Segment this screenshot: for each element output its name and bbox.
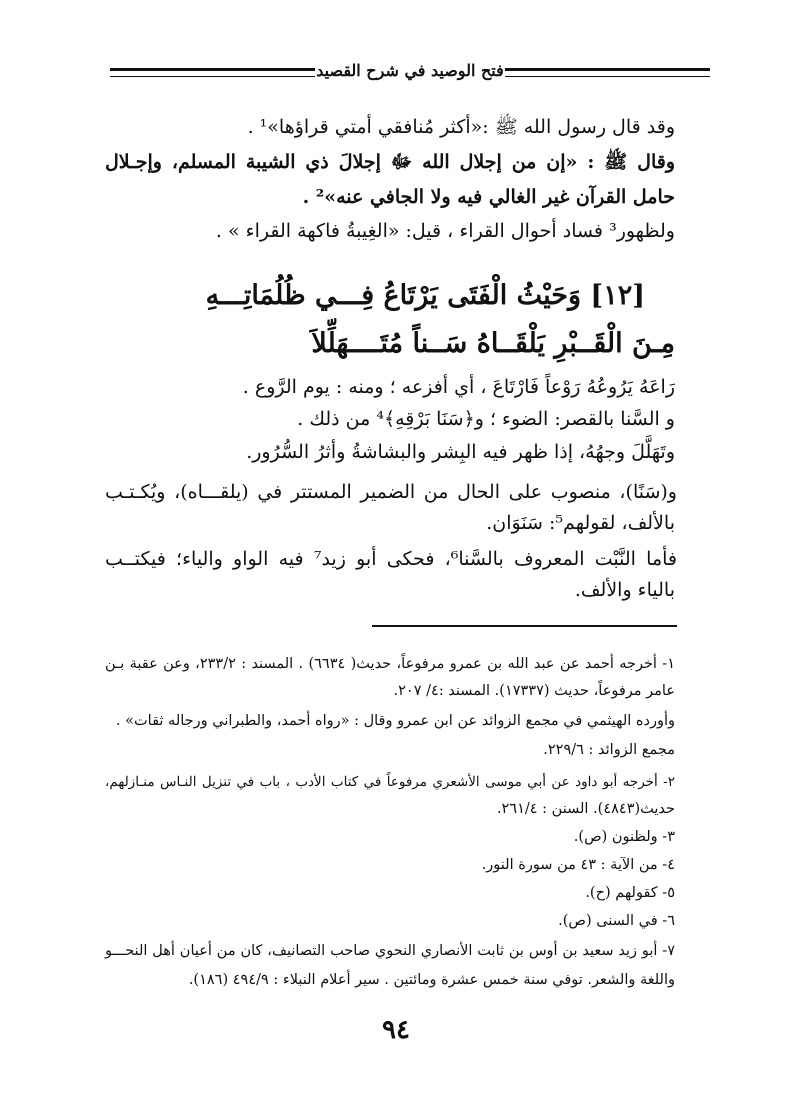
commentary-line-6: فأما النَّبْت المعروف بالسَّنا⁶، فحكى أبو زيد⁷ فيه الواو والياء؛ فيكتــب [105, 548, 678, 570]
footnote-2-line-1: ٢- أخرجه أبو داود عن أبي موسى الأشعري مرفوعاً في كتاب الأدب ، باب في تنزيل النـاس منـازلهم، [105, 774, 675, 790]
running-header [110, 58, 710, 88]
body-line-2: وقال ﷺ : «إن من إجلال الله ﷻ إجلالَ ذي الشيبة المسلم، وإجـلال [105, 151, 675, 173]
commentary-line-2: و السَّنا بالقصر: الضوء ؛ و﴿سَنَا بَرْقِهِ﴾⁴ من ذلك . [297, 408, 675, 430]
verse-line-2: مِـنَ الْقَــبْرِ يَلْقَــاهُ سَــناً مُتَــــهَلِّلاَ [311, 328, 675, 359]
footnote-1-line-2: عامر مرفوعاً، حديث (١٧٣٣٧). المسند :٤/ ٢٠٧. [393, 683, 675, 699]
footnote-1-line-4: مجمع الزوائد : ٢٢٩/٦. [543, 742, 675, 758]
footnote-1-line-1: ١- أخرجه أحمد عن عبد الله بن عمرو مرفوعاً، حديث( ٦٦٣٤) . المسند : ٢٣٣/٢، وعن عقبة بـن [105, 656, 675, 672]
footnote-3: ٣- ولظنون (ص). [573, 829, 675, 845]
verse-line-1: [١٢] وَحَيْثُ الْفَتَى يَرْتَاعُ فِـــي ظُلُمَاتِـــهِ [205, 280, 645, 311]
commentary-line-3: وتَهَلَّلَ وجهُهُ، إذا ظهر فيه البِشر والبشاشةُ وأثرُ السُّرُور. [246, 441, 675, 463]
commentary-line-4: و(سَنًا)، منصوب على الحال من الضمير المستتر في (يلقـــاه)، ويُكـتـب [105, 481, 677, 503]
footnote-5: ٥- كقولهم (ح). [585, 885, 675, 901]
footnote-separator [372, 625, 677, 627]
header-rule-left [110, 68, 315, 77]
header-rule-right [505, 68, 710, 77]
body-line-3: حامل القرآن غير الغالي فيه ولا الجافي عنه»² . [302, 186, 675, 208]
body-line-4: ولظهور³ فساد أحوال القراء ، قيل: «الغِيبةُ فاكهة القراء » . [215, 220, 675, 242]
running-header-title: فتح الوصيد في شرح القصيد [316, 61, 504, 80]
body-line-1: وقد قال رسول الله ﷺ :«أكثر مُنافقي أمتي قراؤها»¹ . [247, 116, 675, 138]
footnote-7-line-1: ٧- أبو زيد سعيد بن أوس بن ثابت الأنصاري النحوي صاحب التصانيف، كان من أعيان أهل النحـــو [105, 943, 675, 959]
footnote-7-line-2: واللغة والشعر. توفي سنة خمس عشرة ومائتين . سير أعلام النبلاء : ٤٩٤/٩ (١٨٦). [188, 972, 675, 988]
footnote-2-line-2: حديث(٤٨٤٣). السنن : ٢٦١/٤. [496, 801, 675, 817]
commentary-line-5: بالألف، لقولهم⁵: سَنَوَان. [486, 512, 675, 534]
footnote-4: ٤- من الآية : ٤٣ من سورة النور. [481, 857, 675, 873]
footnote-1-line-3: وأورده الهيثمي في مجمع الزوائد عن ابن عمرو وقال : «رواه أحمد، والطبراني ورجاله ثقات» . [115, 713, 675, 729]
commentary-line-1: رَاعَهُ يَرُوعُهُ رَوْعاً فَارْتَاعَ ، أي أفزعه ؛ ومنه : يوم الرَّوع . [242, 376, 675, 398]
footnote-6: ٦- في السنى (ص). [558, 913, 675, 929]
commentary-line-7: بالياء والألف. [574, 579, 675, 601]
page-number: ٩٤ [382, 1015, 410, 1045]
